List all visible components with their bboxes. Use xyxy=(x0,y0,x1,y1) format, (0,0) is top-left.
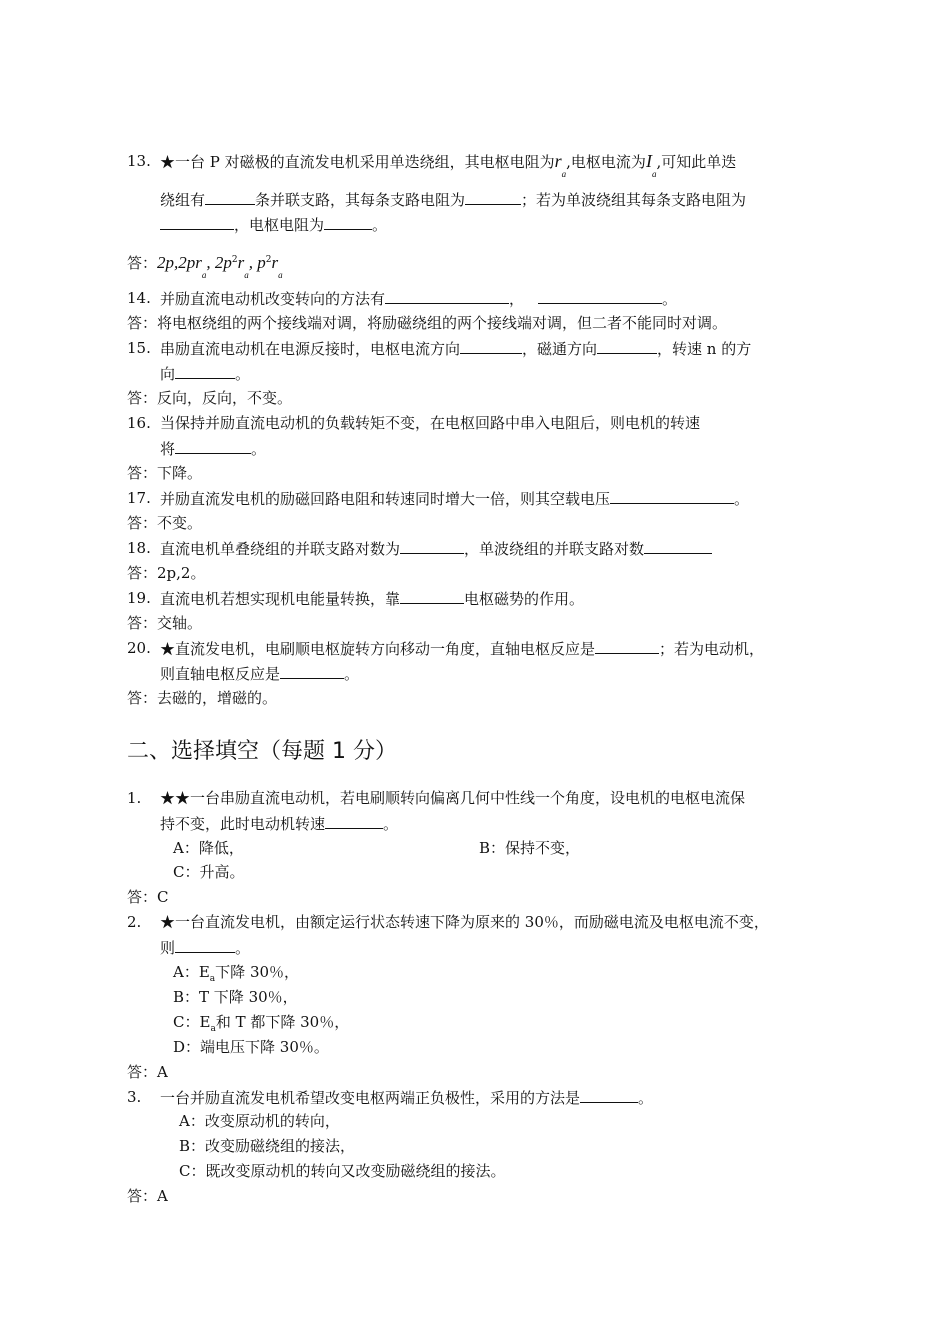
answer-label: 答： xyxy=(127,564,158,582)
answer-text: 去磁的，增磁的。 xyxy=(157,689,278,707)
math-sub: a xyxy=(561,169,567,179)
answer-label: 答： xyxy=(127,314,158,332)
option-c[interactable]: C：既改变原动机的转向又改变励磁绕组的接法。 xyxy=(179,1162,506,1180)
answer-text: 2p,2。 xyxy=(157,564,206,582)
item-text: 向 xyxy=(160,365,176,383)
answer-text: r xyxy=(237,253,245,272)
item-number: 2. xyxy=(127,913,142,931)
item-text: 则直轴电枢反应是 xyxy=(160,665,281,683)
item-number: 15. xyxy=(127,339,151,357)
item-text: ,可知此单迭 xyxy=(656,153,737,171)
item-text: 。 xyxy=(638,1089,654,1107)
answer-blank[interactable] xyxy=(325,813,383,829)
answer-label: 答： xyxy=(127,464,158,482)
item-18-line-1 xyxy=(160,538,712,559)
answer-blank[interactable] xyxy=(595,638,659,654)
item-text: 直流电机若想实现机电能量转换，靠 xyxy=(160,590,401,608)
item-19-line-1 xyxy=(160,588,584,609)
item-text: ，磁通方向 xyxy=(522,340,598,358)
answer-label: 答： xyxy=(127,514,158,532)
answer-text: 交轴。 xyxy=(157,614,203,632)
item-17-line-1 xyxy=(160,488,749,509)
item-13-line-1 xyxy=(160,151,736,178)
item-15-line-1 xyxy=(160,338,751,359)
answer-blank[interactable] xyxy=(465,189,521,205)
item-text: ，电枢电阻为 xyxy=(234,216,325,234)
option-c[interactable]: C：升高。 xyxy=(173,863,245,881)
item-text: 绕组有 xyxy=(160,191,206,209)
item-text: 串励直流电动机在电源反接时，电枢电流方向 xyxy=(160,340,461,358)
choice-3-line-1 xyxy=(160,1087,653,1108)
math-sup: 2 xyxy=(231,255,238,265)
answer-label: 答： xyxy=(127,1187,158,1205)
option-a[interactable] xyxy=(173,962,299,989)
answer-blank[interactable] xyxy=(205,189,255,205)
answer-label: 答： xyxy=(127,254,158,272)
item-15-line-2 xyxy=(160,363,250,384)
item-text: ， xyxy=(509,290,525,308)
item-text: 直流电机单叠绕组的并联支路对数为 xyxy=(160,540,401,558)
option-b[interactable]: B：改变励磁绕组的接法， xyxy=(179,1137,356,1155)
item-text: 并励直流电动机改变转向的方法有 xyxy=(160,290,386,308)
answer-text: C xyxy=(157,888,169,906)
answer-label: 答： xyxy=(127,389,158,407)
item-text: ,电枢电流为 xyxy=(566,153,646,171)
math-var: r xyxy=(554,151,562,171)
item-text: 。 xyxy=(251,440,267,458)
item-text: 。 xyxy=(734,490,750,508)
choice-2-line-1: ★一台直流发电机，由额定运行状态转速下降为原来的 30％，而励磁电流及电枢电流不变， xyxy=(160,913,769,931)
item-number: 18. xyxy=(127,539,151,557)
item-19-answer xyxy=(127,613,202,633)
choice-1-line-1: ★★一台串励直流电动机，若电刷顺转向偏离几何中性线一个角度，设电机的电枢电流保 xyxy=(160,789,746,807)
answer-blank[interactable] xyxy=(580,1087,638,1103)
item-text: 则 xyxy=(160,939,176,957)
answer-text: , 2p xyxy=(206,253,232,272)
item-number: 19. xyxy=(127,589,151,607)
item-text: 。 xyxy=(372,216,388,234)
item-number: 13. xyxy=(127,152,151,170)
math-sub: a xyxy=(201,270,207,280)
answer-label: 答： xyxy=(127,614,158,632)
item-17-answer xyxy=(127,513,202,533)
answer-text: 反向，反向，不变。 xyxy=(157,389,293,407)
answer-text: A xyxy=(157,1187,168,1205)
item-18-answer xyxy=(127,563,205,583)
option-text: A：E xyxy=(173,963,210,981)
option-text: 下降 30％， xyxy=(215,963,300,981)
answer-blank[interactable] xyxy=(175,363,235,379)
answer-text: r xyxy=(271,253,279,272)
item-20-answer xyxy=(127,688,277,708)
item-13-answer xyxy=(127,250,283,279)
item-text: 并励直流发电机的励磁回路电阻和转速同时增大一倍，则其空载电压 xyxy=(160,490,611,508)
answer-text: 将电枢绕组的两个接线端对调，将励磁绕组的两个接线端对调，但二者不能同时对调。 xyxy=(157,314,728,332)
item-text: 持不变，此时电动机转速 xyxy=(160,815,326,833)
answer-blank[interactable] xyxy=(280,663,344,679)
answer-text: 不变。 xyxy=(157,514,203,532)
item-14-answer xyxy=(127,313,727,333)
answer-blank[interactable] xyxy=(175,438,251,454)
option-text: 和 T 都下降 30％， xyxy=(215,1013,350,1031)
math-sub: a xyxy=(244,270,249,280)
choice-1-line-2 xyxy=(160,813,398,834)
option-b[interactable]: B：保持不变， xyxy=(479,839,581,857)
option-d[interactable]: D：端电压下降 30％。 xyxy=(173,1038,329,1056)
item-16-answer xyxy=(127,463,202,483)
item-20-line-1 xyxy=(160,638,764,659)
math-sup: 2 xyxy=(265,255,272,265)
answer-label: 答： xyxy=(127,888,158,906)
option-a[interactable]: A：改变原动机的转向， xyxy=(179,1112,340,1130)
answer-blank[interactable] xyxy=(610,488,734,504)
answer-blank[interactable] xyxy=(538,288,662,304)
answer-text: A xyxy=(157,1063,168,1081)
item-text: ★一台 P 对磁极的直流发电机采用单迭绕组，其电枢电阻为 xyxy=(160,153,555,171)
choice-3-answer xyxy=(127,1186,168,1206)
option-c[interactable] xyxy=(173,1012,349,1039)
answer-blank[interactable] xyxy=(324,214,372,230)
item-text: ；若为单波绕组其每条支路电阻为 xyxy=(521,191,747,209)
item-text: 。 xyxy=(344,665,360,683)
answer-label: 答： xyxy=(127,1063,158,1081)
item-13-line-3 xyxy=(160,214,387,235)
item-text: 当保持并励直流电动机的负载转矩不变，在电枢回路中串入电阻后，则电机的转速 xyxy=(160,414,701,432)
item-number: 20. xyxy=(127,639,151,657)
answer-blank[interactable] xyxy=(400,538,464,554)
item-number: 1. xyxy=(127,789,142,807)
choice-2-line-2 xyxy=(160,937,250,958)
choice-1-answer xyxy=(127,887,169,907)
answer-blank[interactable] xyxy=(385,288,509,304)
answer-text: 2p,2pr xyxy=(157,253,202,272)
answer-blank[interactable] xyxy=(400,588,464,604)
option-b[interactable]: B：T 下降 30％， xyxy=(173,988,298,1006)
answer-text: , p xyxy=(248,253,266,272)
math-sub: a xyxy=(651,169,657,179)
item-text: ，转速 n 的方 xyxy=(657,340,752,358)
math-var: I xyxy=(645,151,652,171)
item-number: 14. xyxy=(127,289,151,307)
item-20-line-2 xyxy=(160,663,359,684)
item-text: ，单波绕组的并联支路对数 xyxy=(464,540,645,558)
answer-text: 下降。 xyxy=(157,464,203,482)
item-text: 一台并励直流发电机希望改变电枢两端正负极性，采用的方法是 xyxy=(160,1089,581,1107)
section-heading: 二、选择填空（每题 1 分） xyxy=(127,739,397,764)
item-text: 将 xyxy=(160,440,176,458)
item-14-line-1 xyxy=(160,288,677,309)
item-16-line-1 xyxy=(160,413,700,433)
item-number: 16. xyxy=(127,414,151,432)
answer-blank[interactable] xyxy=(160,214,234,230)
choice-2-answer xyxy=(127,1062,168,1082)
item-number: 3. xyxy=(127,1088,142,1106)
item-text: 电枢磁势的作用。 xyxy=(464,590,585,608)
item-text: 。 xyxy=(235,365,251,383)
item-text: 条并联支路，其每条支路电阻为 xyxy=(255,191,466,209)
item-13-line-2 xyxy=(160,189,746,210)
answer-blank[interactable] xyxy=(644,538,712,554)
option-a[interactable]: A：降低， xyxy=(173,839,244,857)
option-sub: a xyxy=(209,974,216,984)
item-text: ★直流发电机，电刷顺电枢旋转方向移动一角度，直轴电枢反应是 xyxy=(160,640,596,658)
item-text: 。 xyxy=(235,939,251,957)
item-number: 17. xyxy=(127,489,151,507)
math-sub: a xyxy=(278,270,283,280)
item-16-line-2 xyxy=(160,438,266,459)
option-text: C：E xyxy=(173,1013,211,1031)
answer-label: 答： xyxy=(127,689,158,707)
item-15-answer xyxy=(127,388,292,408)
answer-blank[interactable] xyxy=(460,338,522,354)
answer-blank[interactable] xyxy=(175,937,235,953)
option-sub: a xyxy=(210,1024,216,1034)
item-text: ；若为电动机， xyxy=(659,640,765,658)
item-text: 。 xyxy=(383,815,399,833)
item-text: 。 xyxy=(662,290,678,308)
answer-blank[interactable] xyxy=(597,338,657,354)
